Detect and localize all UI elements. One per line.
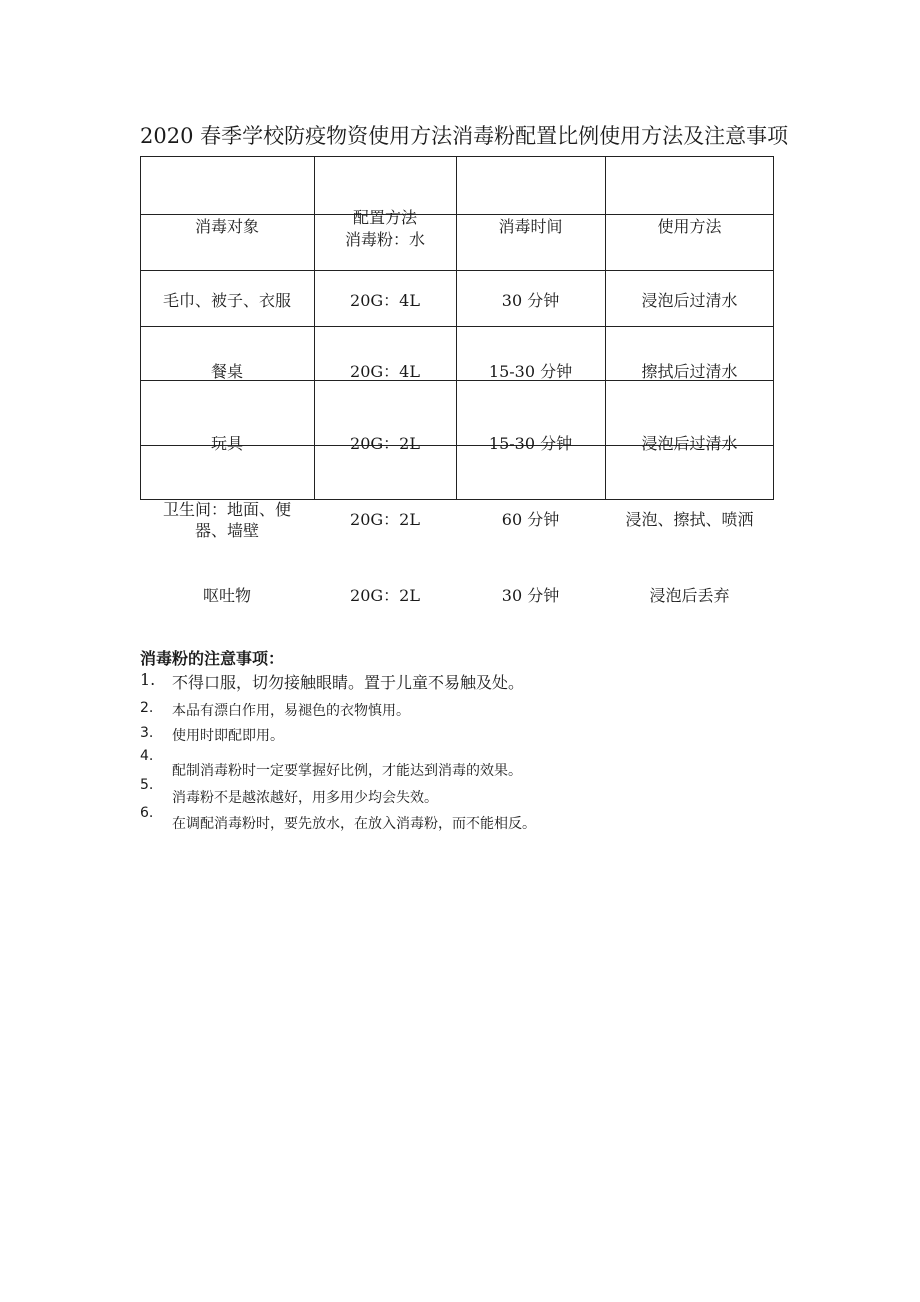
note-text: 配制消毒粉时一定要掌握好比例，才能达到消毒的效果。	[172, 763, 522, 779]
header-method-line1: 配置方法	[352, 208, 417, 227]
note-number: 6.	[140, 805, 154, 821]
row1-time: 30 分钟	[501, 291, 560, 310]
row3-time: 15-30 分钟	[488, 434, 573, 453]
note-text: 消毒粉不是越浓越好，用多用少均会失效。	[172, 790, 438, 806]
note-item	[140, 748, 522, 780]
note-text: 本品有漂白作用，易褪色的衣物慎用。	[172, 703, 410, 719]
table-rule	[140, 326, 774, 327]
row2-ratio: 20G：4L	[350, 362, 420, 381]
header-method-line2: 消毒粉：水	[344, 230, 425, 249]
row3-object: 玩具	[210, 434, 243, 453]
row3-ratio: 20G：2L	[350, 434, 420, 453]
row2-time: 15-30 分钟	[488, 362, 573, 381]
note-number: 1.	[140, 670, 156, 689]
table-rule	[140, 214, 774, 215]
note-item	[140, 725, 284, 745]
row4-object-line1: 卫生间：地面、便	[162, 500, 291, 519]
row1-ratio: 20G：4L	[350, 291, 420, 310]
header-time: 消毒时间	[498, 217, 563, 236]
note-text: 在调配消毒粉时，要先放水，在放入消毒粉，而不能相反。	[172, 816, 536, 832]
row1-usage: 浸泡后过清水	[641, 291, 738, 310]
row2-usage: 擦拭后过清水	[641, 362, 738, 381]
row3-usage: 浸泡后过清水	[641, 434, 738, 453]
row5-object: 呕吐物	[202, 586, 251, 605]
note-item	[140, 779, 438, 807]
note-text: 使用时即配即用。	[172, 728, 284, 744]
notes-heading: 消毒粉的注意事项：	[140, 649, 285, 668]
note-number: 2.	[140, 700, 154, 716]
note-number: 4.	[140, 748, 154, 764]
row4-time: 60 分钟	[501, 510, 560, 529]
row5-ratio: 20G：2L	[350, 586, 420, 605]
header-object: 消毒对象	[194, 217, 259, 236]
row2-object: 餐桌	[210, 362, 243, 381]
note-item	[140, 700, 410, 720]
row4-object-line2: 器、墙壁	[194, 521, 259, 540]
row5-usage: 浸泡后丢弃	[649, 586, 730, 605]
table-rule	[140, 270, 774, 271]
note-number: 5.	[140, 777, 154, 793]
header-usage: 使用方法	[657, 217, 722, 236]
page-title: 2020 春季学校防疫物资使用方法消毒粉配置比例使用方法及注意事项	[140, 124, 789, 148]
row4-ratio: 20G：2L	[350, 510, 420, 529]
note-number: 3.	[140, 725, 154, 741]
row4-usage: 浸泡、擦拭、喷洒	[625, 510, 754, 529]
note-item	[140, 805, 536, 833]
row5-time: 30 分钟	[501, 586, 560, 605]
note-item	[140, 670, 524, 693]
note-text: 不得口服，切勿接触眼睛。置于儿童不易触及处。	[172, 673, 525, 692]
row1-object: 毛巾、被子、衣服	[162, 291, 291, 310]
